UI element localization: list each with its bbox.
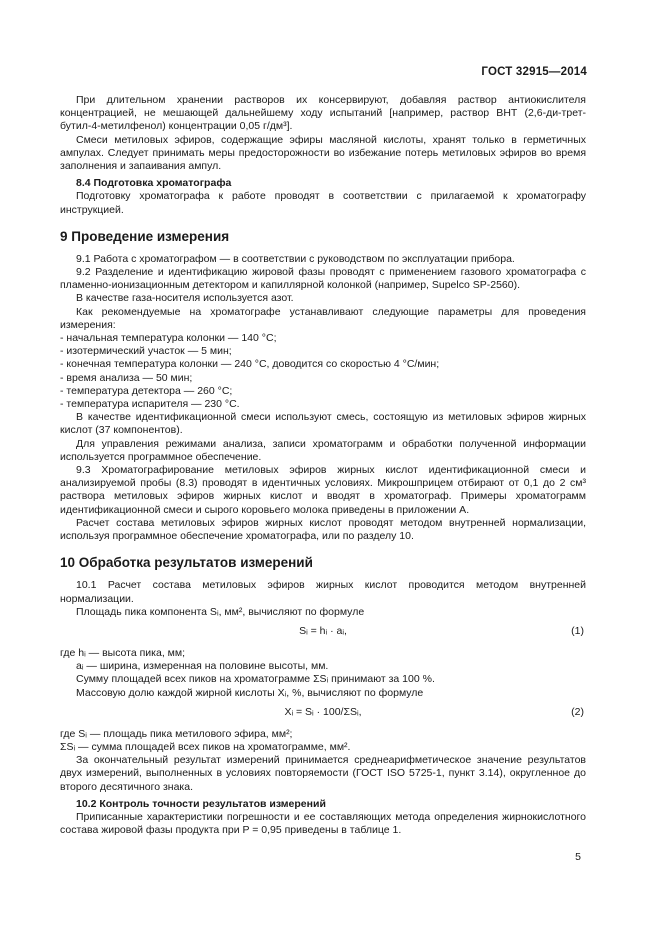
paragraph: Приписанные характеристики погрешности и ее составляющих метода определения жирнокислотного состава жировой фазы продукта при P = 0,95 приведены в таблице 1. (60, 810, 586, 837)
list-item: - время анализа — 50 мин; (60, 371, 193, 384)
paragraph: В качестве идентификационной смеси используют смесь, состоящую из метиловых эфиров жирных кислот (37 компонентов). (60, 411, 586, 437)
section-heading-9: 9 Проведение измерения (60, 228, 230, 244)
list-item: - температура детектора — 260 °С; (60, 384, 233, 397)
definition: aᵢ — ширина, измеренная на половине высоты, мм. (76, 660, 329, 673)
formula-expression: Xᵢ = Sᵢ · 100/ΣSᵢ, (284, 705, 362, 718)
paragraph: При длительном хранении растворов их консервируют, добавляя раствор антиокислителя концентрацией, не мешающей дальнейшему ходу испытаний [например, раствор ВНТ (2,6-ди-трет-бутил-4-метилфенол) концентрации 0,05 г/дм³]. (60, 94, 586, 133)
paragraph: Расчет состава метиловых эфиров жирных кислот проводят методом внутренней нормализации, используя программное обеспечение хроматографа, или по разделу 10. (60, 516, 586, 543)
paragraph: 9.2 Разделение и идентификацию жировой фазы проводят с применением газового хроматографа с пламенно-ионизационным детектором и капиллярной колонкой (например, Supelco SP-2560). (60, 266, 586, 292)
paragraph: Подготовку хроматографа к работе проводят в соответствии с прилагаемой к хроматографу инструкцией. (60, 190, 586, 216)
section-heading-8-4: 8.4 Подготовка хроматографа (76, 177, 232, 190)
formula-1 (60, 625, 586, 641)
paragraph: 9.1 Работа с хроматографом — в соответствии с руководством по эксплуатации прибора. (76, 252, 515, 265)
paragraph: 9.3 Хроматографирование метиловых эфиров жирных кислот идентификационной смеси и анализируемой пробы (8.3) проводят в идентичных условиях. Микрошприцем отбирают от 0,1 до 2 см³ раствора метиловых эфиров жирных кислот и вводят в хроматограф. Примеры хроматограмм идентификационной смеси и сырого коровьего молока приведены в приложении А. (60, 464, 586, 516)
list-item: - изотермический участок — 5 мин; (60, 345, 232, 358)
paragraph: Смеси метиловых эфиров, содержащие эфиры масляной кислоты, хранят только в герметичных ампулах. Следует принимать меры предосторожности во избежание потерь метиловых эфиров во время заполнения и запаивания ампул. (60, 133, 586, 173)
paragraph: Площадь пика компонента Sᵢ, мм², вычисляют по формуле (76, 605, 365, 618)
section-heading-10: 10 Обработка результатов измерений (60, 555, 313, 571)
list-item: - конечная температура колонки — 240 °С, доводится со скоростью 4 °С/мин; (60, 358, 440, 371)
definition: ΣSᵢ — сумма площадей всех пиков на хроматограмме, мм². (60, 740, 351, 753)
paragraph: Как рекомендуемые на хроматографе устанавливают следующие параметры для проведения измерения: (60, 305, 586, 331)
paragraph: За окончательный результат измерений принимается среднеарифметическое значение результатов двух измерений, выполненных в условиях повторяемости (ГОСТ ISO 5725-1, пункт 3.14), округленное до второго десятичного знака. (60, 754, 586, 793)
paragraph: 10.1 Расчет состава метиловых эфиров жирных кислот проводится методом внутренней нормализации. (60, 579, 586, 605)
formula-number: (2) (571, 705, 584, 718)
paragraph: В качестве газа-носителя используется азот. (76, 292, 294, 305)
paragraph: Массовую долю каждой жирной кислоты Xᵢ, %, вычисляют по формуле (76, 686, 424, 699)
formula-definitions (60, 728, 586, 754)
formula-2 (60, 706, 586, 722)
definition: где Sᵢ — площадь пика метилового эфира, мм²; (60, 727, 293, 740)
page-number: 5 (575, 851, 581, 863)
paragraph: Сумму площадей всех пиков на хроматограмме ΣSᵢ принимают за 100 %. (76, 673, 435, 686)
paragraph: Для управления режимами анализа, записи хроматограмм и обработки полученной информации используется программное обеспечение. (60, 437, 586, 463)
definition: где hᵢ — высота пика, мм; (60, 646, 186, 659)
standard-header: ГОСТ 32915—2014 (481, 66, 587, 78)
document-body (60, 94, 586, 837)
formula-definitions (60, 647, 586, 673)
list-item: - начальная температура колонки — 140 °С; (60, 332, 277, 345)
formula-expression: Sᵢ = hᵢ · aᵢ, (299, 624, 347, 637)
formula-number: (1) (571, 624, 584, 637)
section-heading-10-2: 10.2 Контроль точности результатов измерений (76, 797, 326, 810)
list-item: - температура испарителя — 230 °С. (60, 398, 240, 411)
